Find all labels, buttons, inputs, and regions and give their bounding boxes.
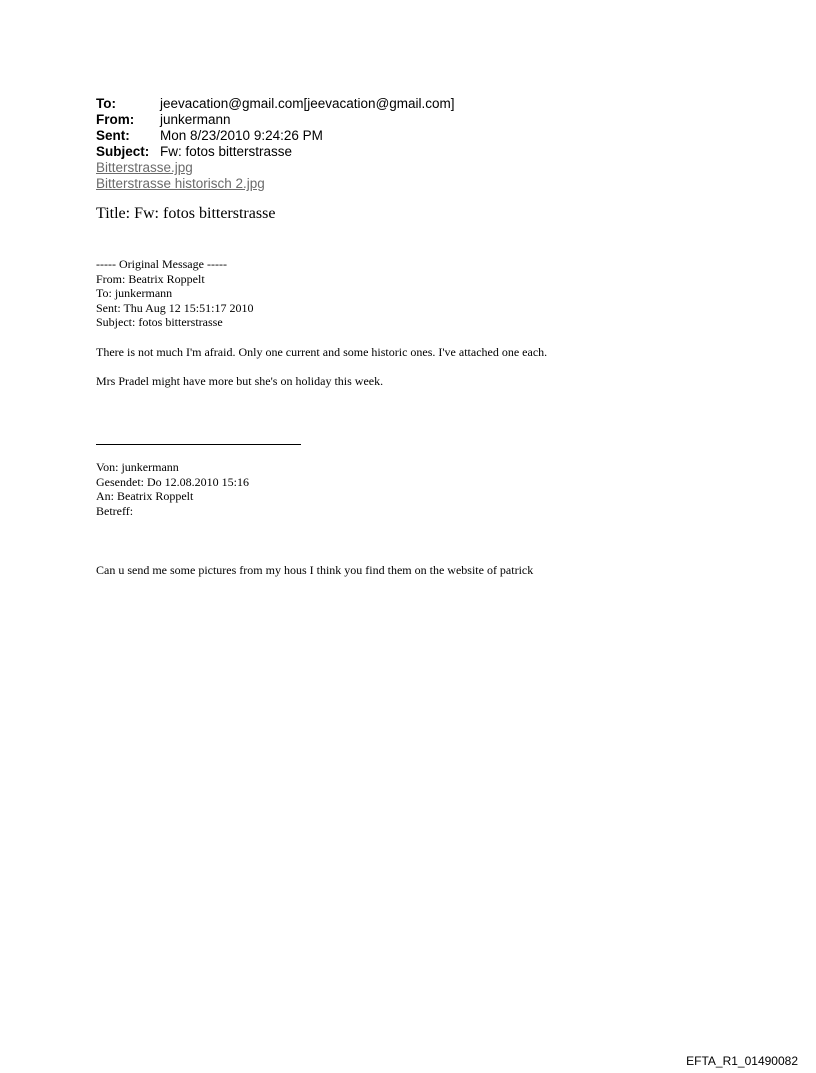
forwarded-betreff: Betreff:: [96, 503, 134, 518]
request-text: Can u send me some pictures from my hous I think you find them on the website of patrick: [96, 563, 534, 577]
sent-label: Sent:: [96, 128, 130, 143]
forwarded-an: An: Beatrix Roppelt: [96, 489, 194, 503]
message-title: Title: Fw: fotos bitterstrasse: [96, 205, 276, 222]
header-subject-row: [96, 144, 455, 160]
header-to-row: [96, 96, 455, 112]
original-message-header: [96, 257, 253, 330]
original-subject: Subject: fotos bitterstrasse: [96, 315, 223, 329]
subject-label: Subject:: [96, 144, 150, 159]
forwarded-gesendet: Gesendet: Do 12.08.2010 15:16: [96, 474, 249, 489]
body-paragraph-2: Mrs Pradel might have more but she's on holiday this week.: [96, 374, 384, 388]
forwarded-header: [96, 460, 249, 518]
signature-divider: [96, 444, 301, 445]
to-label: To:: [96, 96, 116, 111]
email-header: [96, 96, 455, 192]
original-message-separator: ----- Original Message -----: [96, 257, 227, 271]
header-sent-row: [96, 128, 455, 144]
from-value: junkermann: [160, 112, 231, 127]
attachment-link-bitterstrasse[interactable]: Bitterstrasse.jpg: [96, 160, 193, 175]
original-from: From: Beatrix Roppelt: [96, 271, 205, 286]
original-to: To: junkermann: [96, 286, 173, 300]
attachment-link-bitterstrasse-historisch[interactable]: Bitterstrasse historisch 2.jpg: [96, 176, 265, 191]
body-paragraph-1: There is not much I'm afraid. Only one current and some historic ones. I've attached one each.: [96, 345, 548, 359]
forwarded-von: Von: junkermann: [96, 460, 179, 474]
original-sent: Sent: Thu Aug 12 15:51:17 2010: [96, 300, 254, 315]
subject-value: Fw: fotos bitterstrasse: [160, 144, 293, 159]
from-label: From:: [96, 112, 135, 127]
sent-value: Mon 8/23/2010 9:24:26 PM: [160, 128, 323, 143]
header-from-row: [96, 112, 455, 128]
document-id: EFTA_R1_01490082: [686, 1054, 798, 1068]
to-value: jeevacation@gmail.com[jeevacation@gmail.com]: [160, 96, 455, 111]
